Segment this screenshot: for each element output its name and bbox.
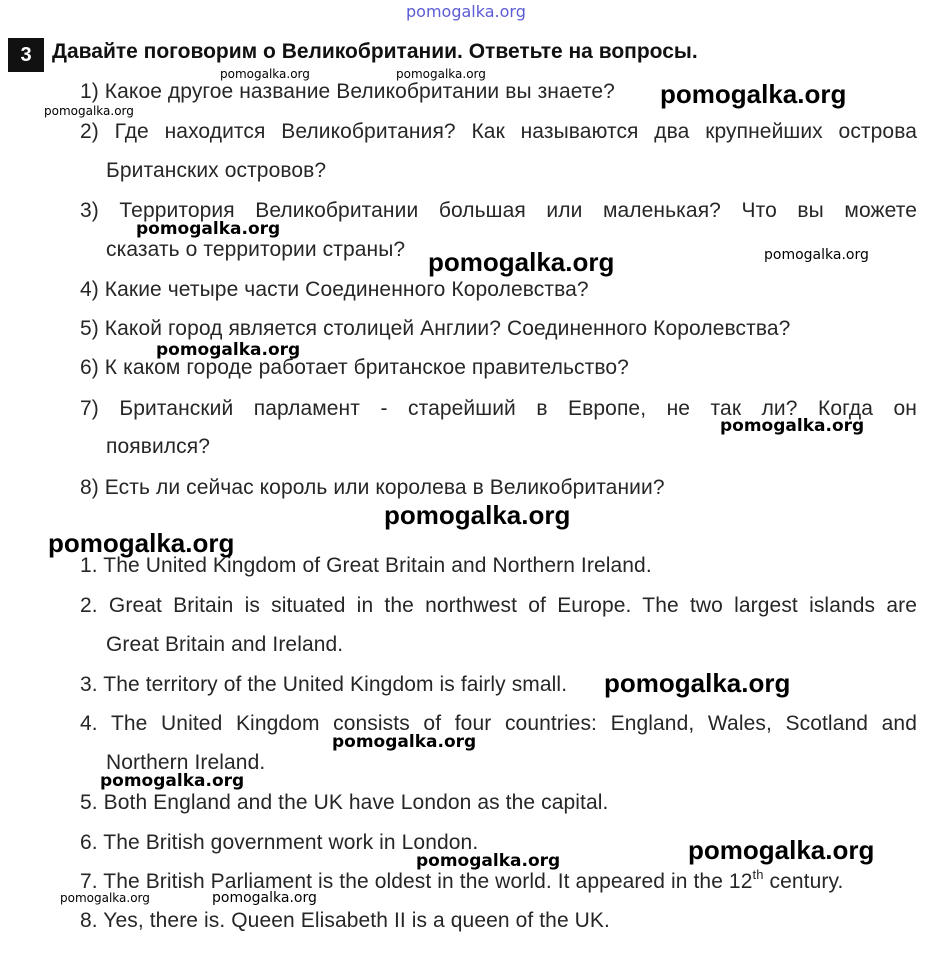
watermark: pomogalka.org xyxy=(332,732,477,752)
watermark: pomogalka.org xyxy=(396,67,486,81)
watermark: pomogalka.org xyxy=(604,668,791,698)
answer-2-line-2: Great Britain and Ireland. xyxy=(106,633,344,656)
watermark: pomogalka.org xyxy=(48,528,235,558)
watermark: pomogalka.org xyxy=(384,500,571,530)
watermark: pomogalka.org xyxy=(136,219,281,239)
question-5: 5) Какой город является столицей Англии? Соединенного Королевства? xyxy=(80,317,791,340)
answer-4-line-1: 4. The United Kingdom consists of four countries: England, Wales, Scotland and xyxy=(80,712,917,735)
watermark: pomogalka.org xyxy=(212,890,317,906)
answer-4-line-2: Northern Ireland. xyxy=(106,751,266,774)
question-8: 8) Есть ли сейчас король или королева в Великобритании? xyxy=(80,476,665,499)
watermark: pomogalka.org xyxy=(720,416,865,436)
answer-3: 3. The territory of the United Kingdom is fairly small. xyxy=(80,673,568,696)
answer-2-line-1: 2. Great Britain is situated in the northwest of Europe. The two largest islands are xyxy=(80,594,917,617)
question-4: 4) Какие четыре части Соединенного Королевства? xyxy=(80,278,589,301)
question-3-line-1: 3) Территория Великобритании большая или маленькая? Что вы можете xyxy=(80,199,917,222)
question-3-line-2: сказать о территории страны? xyxy=(106,238,406,261)
answer-8: 8. Yes, there is. Queen Elisabeth II is a queen of the UK. xyxy=(80,909,610,932)
watermark: pomogalka.org xyxy=(688,835,875,865)
exercise-number-badge: 3 xyxy=(8,38,44,72)
answer-7 xyxy=(80,867,844,894)
answer-7-text: 7. The British Parliament is the oldest in the world. It appeared in the 12 xyxy=(80,870,753,893)
watermark: pomogalka.org xyxy=(220,67,310,81)
watermark: pomogalka.org xyxy=(60,891,150,905)
answer-5: 5. Both England and the UK have London as the capital. xyxy=(80,791,609,814)
answer-7-tail: century. xyxy=(763,870,844,893)
site-watermark-top: pomogalka.org xyxy=(406,2,526,21)
watermark: pomogalka.org xyxy=(428,247,615,277)
watermark: pomogalka.org xyxy=(764,247,869,263)
exercise-heading: Давайте поговорим о Великобритании. Ответьте на вопросы. xyxy=(52,40,698,63)
watermark: pomogalka.org xyxy=(44,104,134,118)
question-1: 1) Какое другое название Великобритании вы знаете? xyxy=(80,80,615,103)
question-7-line-2: появился? xyxy=(106,435,211,458)
question-2-line-1: 2) Где находится Великобритания? Как называются два крупнейших острова xyxy=(80,120,917,143)
answer-1: 1. The United Kingdom of Great Britain and Northern Ireland. xyxy=(80,554,652,577)
question-7-line-1: 7) Британский парламент - старейший в Европе, не так ли? Когда он xyxy=(80,397,917,420)
answer-6: 6. The British government work in London. xyxy=(80,831,479,854)
watermark: pomogalka.org xyxy=(416,851,561,871)
question-2-line-2: Британских островов? xyxy=(106,159,327,182)
answer-7-superscript: th xyxy=(752,867,764,882)
watermark: pomogalka.org xyxy=(100,771,245,791)
question-6: 6) К каком городе работает британское правительство? xyxy=(80,356,629,379)
watermark: pomogalka.org xyxy=(156,340,301,360)
watermark: pomogalka.org xyxy=(660,79,847,109)
